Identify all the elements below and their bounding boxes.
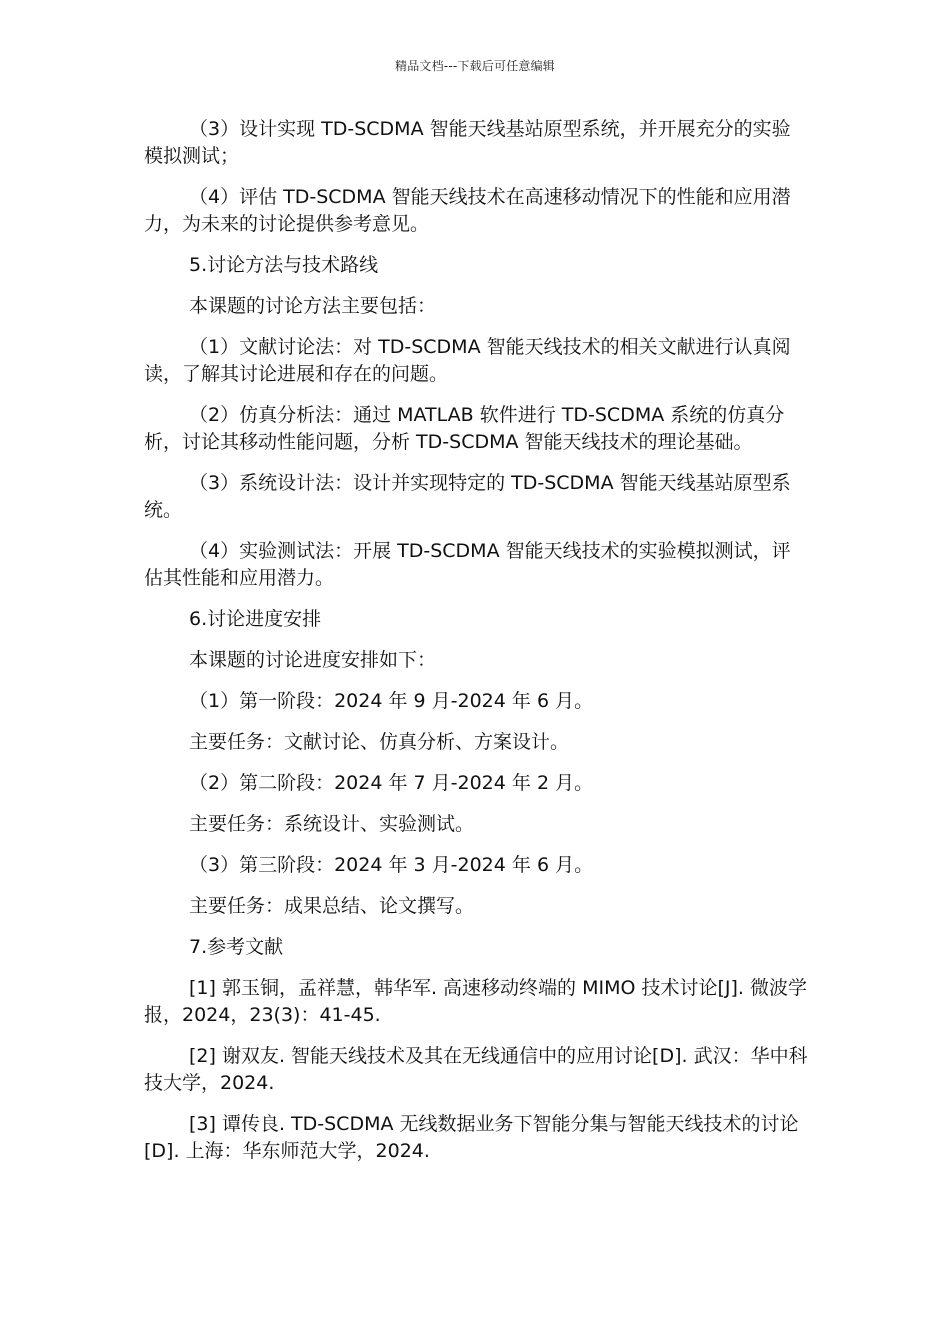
methods-intro: 本课题的讨论方法主要包括： <box>189 295 437 317</box>
objective-3: （3）设计实现 TD-SCDMA 智能天线基站原型系统，并开展充分的实验模拟测试； <box>144 118 791 167</box>
reference-2: [2] 谢双友. 智能天线技术及其在无线通信中的应用讨论[D]. 武汉：华中科技大学，2024. <box>144 1045 808 1094</box>
section-heading-references: 7.参考文献 <box>189 936 284 958</box>
method-3: （3）系统设计法：设计并实现特定的 TD-SCDMA 智能天线基站原型系统。 <box>144 472 791 521</box>
document-body <box>144 116 808 1179</box>
section-heading-schedule: 6.讨论进度安排 <box>189 608 322 630</box>
schedule-phase-3: （3）第三阶段：2024 年 3 月-2024 年 6 月。 <box>189 854 594 876</box>
section-heading-methods: 5.讨论方法与技术路线 <box>189 254 379 276</box>
schedule-phase-1: （1）第一阶段：2024 年 9 月-2024 年 6 月。 <box>189 690 594 712</box>
page-header: 精品文档---下载后可任意编辑 <box>395 59 555 73</box>
schedule-phase-2: （2）第二阶段：2024 年 7 月-2024 年 2 月。 <box>189 772 594 794</box>
reference-1: [1] 郭玉铜，孟祥慧，韩华军. 高速移动终端的 MIMO 技术讨论[J]. 微波学报，2024，23(3)：41-45. <box>144 977 807 1026</box>
schedule-task-1: 主要任务：文献讨论、仿真分析、方案设计。 <box>189 731 570 753</box>
schedule-intro: 本课题的讨论进度安排如下： <box>189 649 437 671</box>
method-1: （1）文献讨论法：对 TD-SCDMA 智能天线技术的相关文献进行认真阅读，了解其讨论进展和存在的问题。 <box>144 336 791 385</box>
reference-3: [3] 谭传良. TD-SCDMA 无线数据业务下智能分集与智能天线技术的讨论[D]. 上海：华东师范大学，2024. <box>144 1113 799 1162</box>
method-4: （4）实验测试法：开展 TD-SCDMA 智能天线技术的实验模拟测试，评估其性能和应用潜力。 <box>144 540 791 589</box>
method-2: （2）仿真分析法：通过 MATLAB 软件进行 TD-SCDMA 系统的仿真分析，讨论其移动性能问题，分析 TD-SCDMA 智能天线技术的理论基础。 <box>144 404 785 453</box>
objective-4: （4）评估 TD-SCDMA 智能天线技术在高速移动情况下的性能和应用潜力，为未来的讨论提供参考意见。 <box>144 186 791 235</box>
schedule-task-2: 主要任务：系统设计、实验测试。 <box>189 813 475 835</box>
schedule-task-3: 主要任务：成果总结、论文撰写。 <box>189 895 475 917</box>
